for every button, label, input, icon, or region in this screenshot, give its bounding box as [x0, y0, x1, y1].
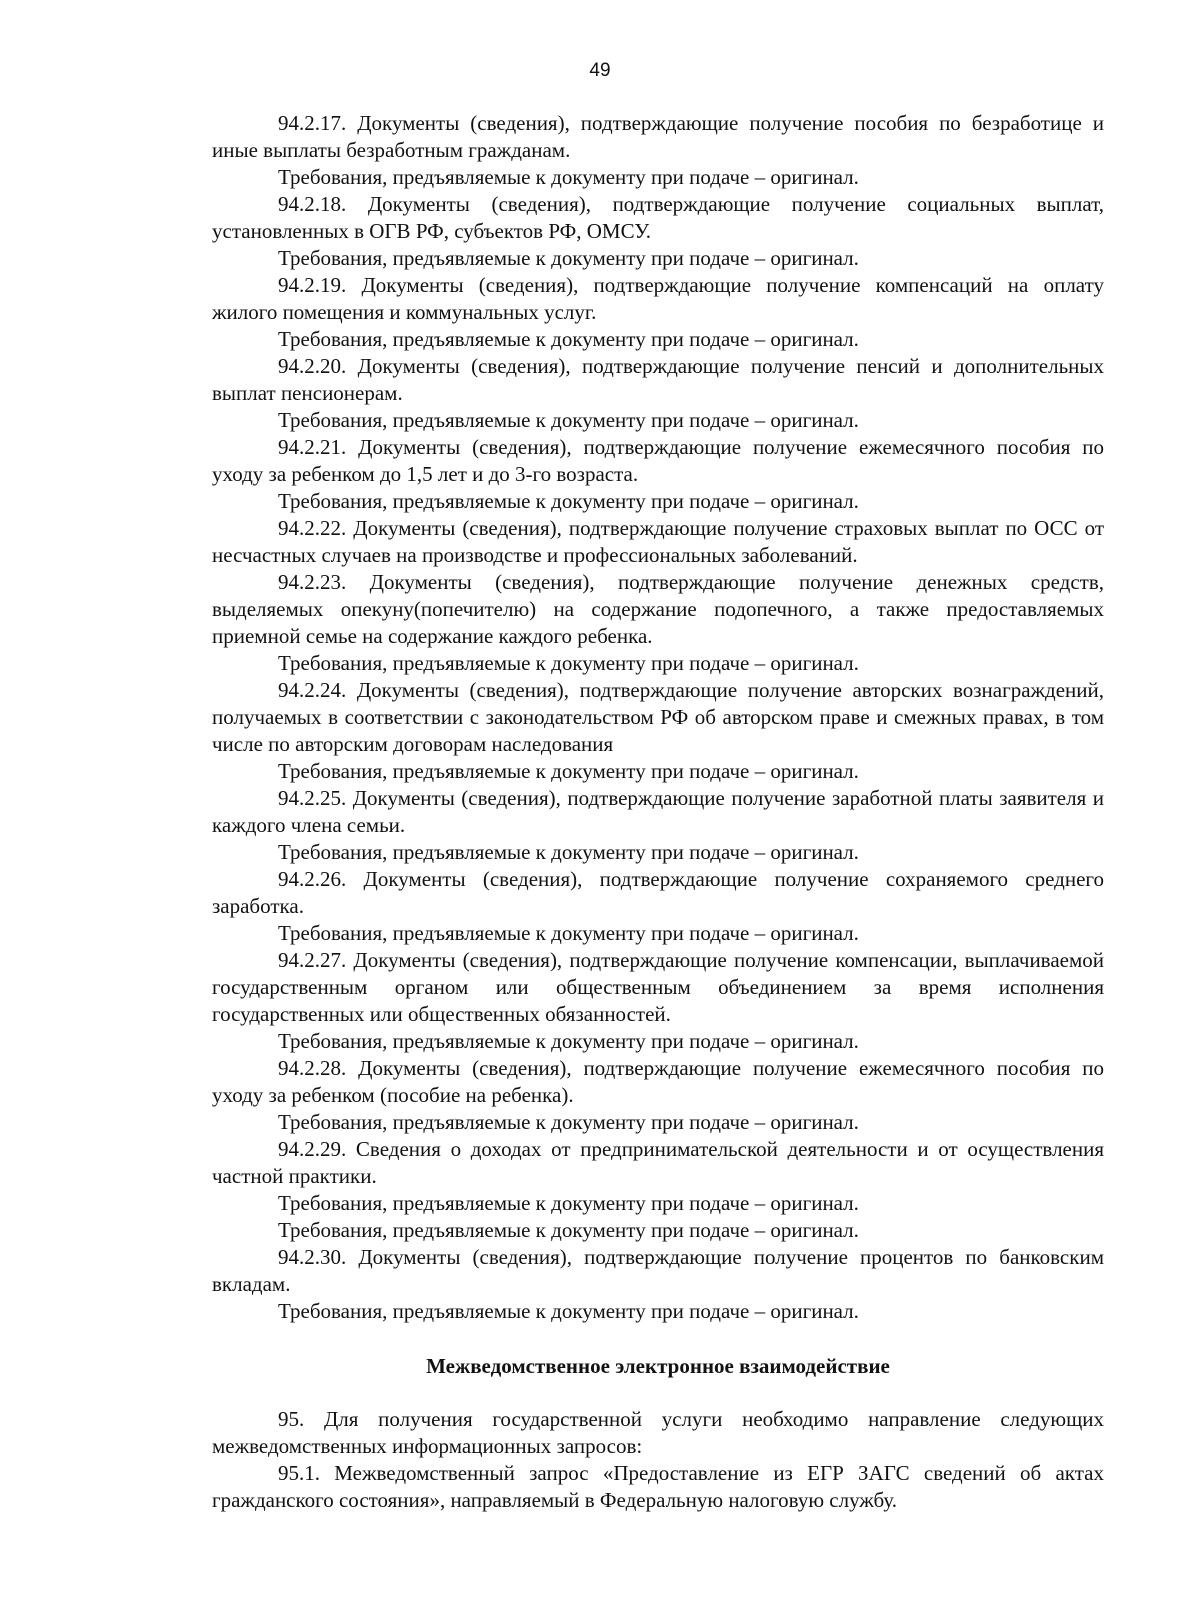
paragraph: 94.2.26. Документы (сведения), подтверждающие получение сохраняемого среднего заработка. — [212, 867, 1104, 918]
paragraph: Требования, предъявляемые к документу при подаче – оригинал. — [278, 1299, 859, 1323]
paragraph: Требования, предъявляемые к документу при подаче – оригинал. — [278, 165, 859, 189]
paragraph: Требования, предъявляемые к документу при подаче – оригинал. — [278, 1029, 859, 1053]
section-heading: Межведомственное электронное взаимодействие — [426, 1354, 890, 1378]
paragraph: 94.2.24. Документы (сведения), подтверждающие получение авторских вознаграждений, получаемых в соответствии с законодательством РФ об авторском праве и смежных правах, в том числе по авторским договорам наследования — [212, 678, 1104, 756]
paragraph: 94.2.25. Документы (сведения), подтверждающие получение заработной платы заявителя и каждого члена семьи. — [212, 786, 1104, 837]
paragraph: Требования, предъявляемые к документу при подаче – оригинал. — [278, 759, 859, 783]
paragraph: Требования, предъявляемые к документу при подаче – оригинал. — [278, 327, 859, 351]
paragraph: Требования, предъявляемые к документу при подаче – оригинал. — [278, 408, 859, 432]
document-body — [212, 110, 1104, 1514]
paragraph: Требования, предъявляемые к документу при подаче – оригинал. — [278, 1110, 859, 1134]
paragraph: 94.2.21. Документы (сведения), подтверждающие получение ежемесячного пособия по уходу за ребенком до 1,5 лет и до 3-го возраста. — [212, 435, 1104, 486]
paragraph: Требования, предъявляемые к документу при подаче – оригинал. — [278, 840, 859, 864]
paragraph: Требования, предъявляемые к документу при подаче – оригинал. — [278, 246, 859, 270]
paragraph: 94.2.23. Документы (сведения), подтверждающие получение денежных средств, выделяемых опекуну(попечителю) на содержание подопечного, а также предоставляемых приемной семье на содержание каждого ребенка. — [212, 570, 1104, 648]
paragraph: 94.2.22. Документы (сведения), подтверждающие получение страховых выплат по ОСС от несчастных случаев на производстве и профессиональных заболеваний. — [212, 516, 1104, 567]
paragraph: 95.1. Межведомственный запрос «Предоставление из ЕГР ЗАГС сведений об актах гражданского состояния», направляемый в Федеральную налоговую службу. — [212, 1461, 1104, 1512]
page-number: 49 — [589, 60, 611, 81]
paragraph: Требования, предъявляемые к документу при подаче – оригинал. — [278, 921, 859, 945]
paragraph-group-interagency — [212, 1406, 1104, 1514]
paragraph: 94.2.30. Документы (сведения), подтверждающие получение процентов по банковским вкладам. — [212, 1245, 1104, 1296]
paragraph: 94.2.17. Документы (сведения), подтверждающие получение пособия по безработице и иные выплаты безработным гражданам. — [212, 111, 1104, 162]
paragraph-group-requirements — [212, 110, 1104, 1325]
paragraph: Требования, предъявляемые к документу при подаче – оригинал. — [278, 1218, 859, 1242]
paragraph: 94.2.27. Документы (сведения), подтверждающие получение компенсации, выплачиваемой государственным органом или общественным объединением за время исполнения государственных или общественных обязанностей. — [212, 948, 1104, 1026]
paragraph: Требования, предъявляемые к документу при подаче – оригинал. — [278, 489, 859, 513]
paragraph: 94.2.20. Документы (сведения), подтверждающие получение пенсий и дополнительных выплат пенсионерам. — [212, 354, 1104, 405]
paragraph: 95. Для получения государственной услуги необходимо направление следующих межведомственных информационных запросов: — [212, 1407, 1104, 1458]
paragraph: Требования, предъявляемые к документу при подаче – оригинал. — [278, 1191, 859, 1215]
paragraph: 94.2.19. Документы (сведения), подтверждающие получение компенсаций на оплату жилого помещения и коммунальных услуг. — [212, 273, 1104, 324]
paragraph: 94.2.18. Документы (сведения), подтверждающие получение социальных выплат, установленных в ОГВ РФ, субъектов РФ, ОМСУ. — [212, 192, 1104, 243]
paragraph: Требования, предъявляемые к документу при подаче – оригинал. — [278, 651, 859, 675]
paragraph: 94.2.29. Сведения о доходах от предпринимательской деятельности и от осуществления частной практики. — [212, 1137, 1104, 1188]
paragraph: 94.2.28. Документы (сведения), подтверждающие получение ежемесячного пособия по уходу за ребенком (пособие на ребенка). — [212, 1056, 1104, 1107]
